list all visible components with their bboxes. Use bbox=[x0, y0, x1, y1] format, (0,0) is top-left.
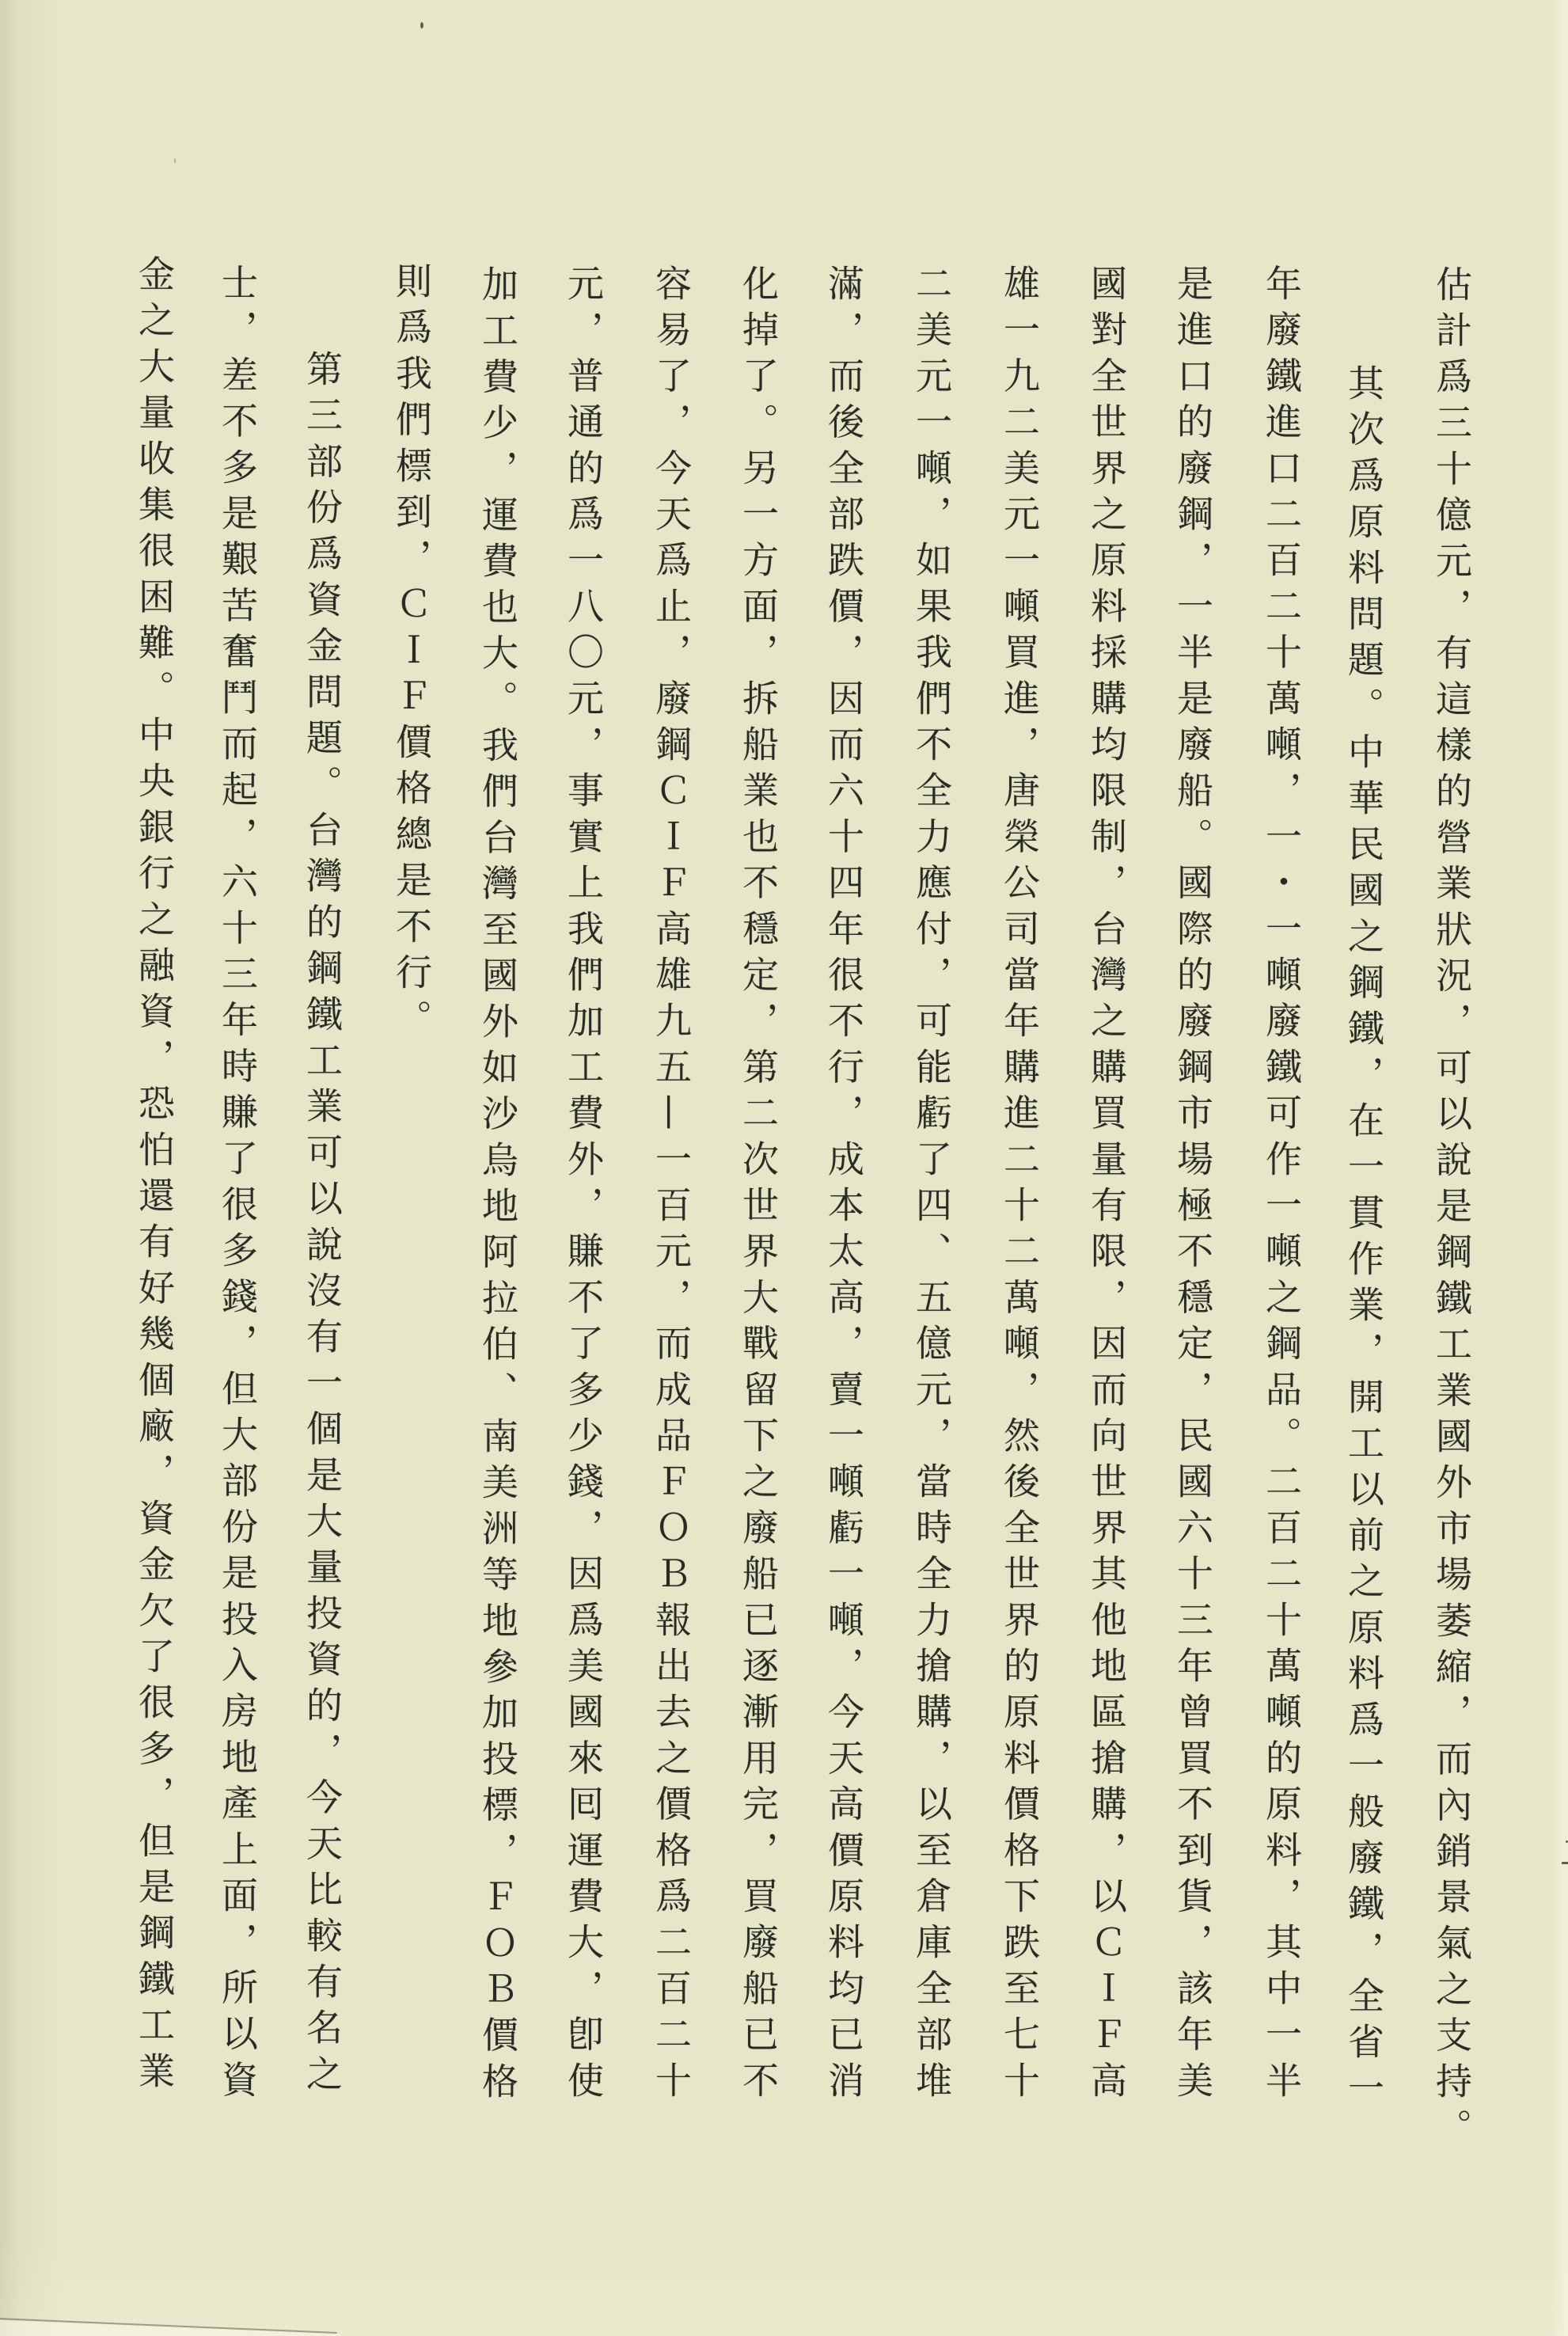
text-column: 滿，而後全部跌價，因而六十四年很不行，成本太高，賣一噸虧一噸，今天高價原料均已消 bbox=[822, 264, 865, 2107]
text-column: 估計爲三十億元，有這樣的營業狀況，可以說是鋼鐵工業國外市場萎縮，而內銷景氣之支持。 bbox=[1430, 265, 1473, 2155]
text-column: 則爲我們標到，ＣＩＦ價格總是不行。 bbox=[390, 262, 433, 1046]
text-column: 其次爲原料問題。中華民國之鋼鐵，在一貫作業，開工以前之原料爲一般廢鐵，全省一 bbox=[1342, 364, 1385, 2115]
text-column: 是進口的廢鋼，一半是廢船。國際的廢鋼市場極不穩定，民國六十三年曾買不到貨，該年美 bbox=[1171, 264, 1214, 2107]
page-bottom-edge-shadow bbox=[0, 2320, 340, 2336]
text-column: 年廢鐵進口二百二十萬噸，一・一噸廢鐵可作一噸之鋼品。二百二十萬噸的原料，其中一半 bbox=[1260, 264, 1303, 2107]
text-column: 金之大量收集很困難。中央銀行之融資，恐怕還有好幾個廠，資金欠了很多，但是鋼鐵工業 bbox=[133, 255, 176, 2098]
edge-bleed-mark bbox=[1562, 1862, 1568, 1864]
text-column: 元，普通的爲一八〇元，事實上我們加工費外，賺不了多少錢，因爲美國來囘運費大，卽使 bbox=[562, 264, 605, 2107]
text-column: 第三部份爲資金問題。台灣的鋼鐵工業可以說沒有一個是大量投資的，今天比較有名之 bbox=[301, 350, 344, 2101]
text-column: 容易了，今天爲止，廢鋼ＣＩＦ高雄九五—一百元，而成品ＦＯＢ報出去之價格爲二百二十 bbox=[650, 264, 693, 2107]
text-column: 雄一九二美元一噸買進，唐榮公司當年購進二十二萬噸，然後全世界的原料價格下跌至七十 bbox=[998, 264, 1041, 2107]
text-column: 化掉了。另一方面，拆船業也不穩定，第二次世界大戰留下之廢船已逐漸用完，買廢船已不 bbox=[737, 264, 780, 2107]
text-column: 加工費少，運費也大。我們台灣至國外如沙烏地阿拉伯、南美洲等地參加投標，ＦＯＢ價格 bbox=[476, 265, 519, 2108]
text-column: 國對全世界之原料採購均限制，台灣之購買量有限，因而向世界其他地區搶購，以ＣＩＦ高 bbox=[1085, 264, 1128, 2107]
text-column: 士，差不多是艱苦奮鬥而起，六十三年時賺了很多錢，但大部份是投入房地產上面，所以資 bbox=[216, 264, 259, 2106]
scan-speck bbox=[174, 158, 176, 163]
text-column: 二美元一噸，如果我們不全力應付，可能虧了四、五億元，當時全力搶購，以至倉庫全部堆 bbox=[910, 264, 953, 2107]
scan-speck bbox=[420, 22, 423, 28]
